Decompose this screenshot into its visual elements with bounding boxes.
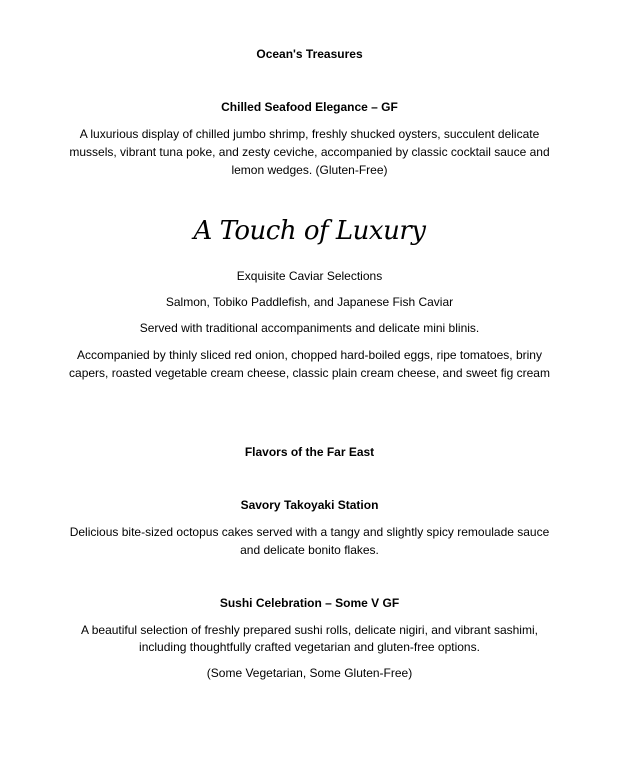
caviar-accompaniments-line2: capers, roasted vegetable cream cheese, classic plain cream cheese, and sweet fig cream	[69, 366, 550, 380]
item-desc-takoyaki-line2: and delicate bonito flakes.	[240, 543, 379, 557]
item-title-takoyaki: Savory Takoyaki Station	[240, 498, 379, 512]
caviar-accompaniments-line1: Accompanied by thinly sliced red onion, chopped hard-boiled eggs, ripe tomatoes, briny	[77, 348, 542, 362]
item-desc-chilled-seafood-line1: A luxurious display of chilled jumbo shrimp, freshly shucked oysters, succulent delicate	[79, 127, 540, 141]
item-desc-chilled-seafood-line3: lemon wedges. (Gluten-Free)	[231, 163, 388, 177]
item-desc-sushi-line2: including thoughtfully crafted vegetarian and gluten-free options.	[139, 640, 480, 654]
item-desc-takoyaki-line1: Delicious bite-sized octopus cakes served with a tangy and slightly spicy remoulade sauce	[69, 525, 550, 539]
item-title-chilled-seafood: Chilled Seafood Elegance – GF	[221, 100, 398, 114]
item-note-sushi: (Some Vegetarian, Some Gluten-Free)	[206, 666, 413, 680]
item-desc-sushi-line1: A beautiful selection of freshly prepared sushi rolls, delicate nigiri, and vibrant sashimi,	[81, 623, 538, 637]
caviar-served-with: Served with traditional accompaniments and delicate mini blinis.	[139, 321, 480, 335]
caviar-subtitle: Exquisite Caviar Selections	[236, 269, 383, 283]
item-desc-chilled-seafood-line2: mussels, vibrant tuna poke, and zesty ceviche, accompanied by classic cocktail sauce and	[69, 145, 550, 159]
script-title-touch-of-luxury: A Touch of Luxury	[193, 216, 426, 246]
item-title-sushi: Sushi Celebration – Some V GF	[219, 596, 400, 610]
section-heading-far-east: Flavors of the Far East	[244, 445, 375, 459]
section-heading-oceans-treasures: Ocean's Treasures	[256, 47, 363, 61]
caviar-varieties: Salmon, Tobiko Paddlefish, and Japanese Fish Caviar	[165, 295, 454, 309]
